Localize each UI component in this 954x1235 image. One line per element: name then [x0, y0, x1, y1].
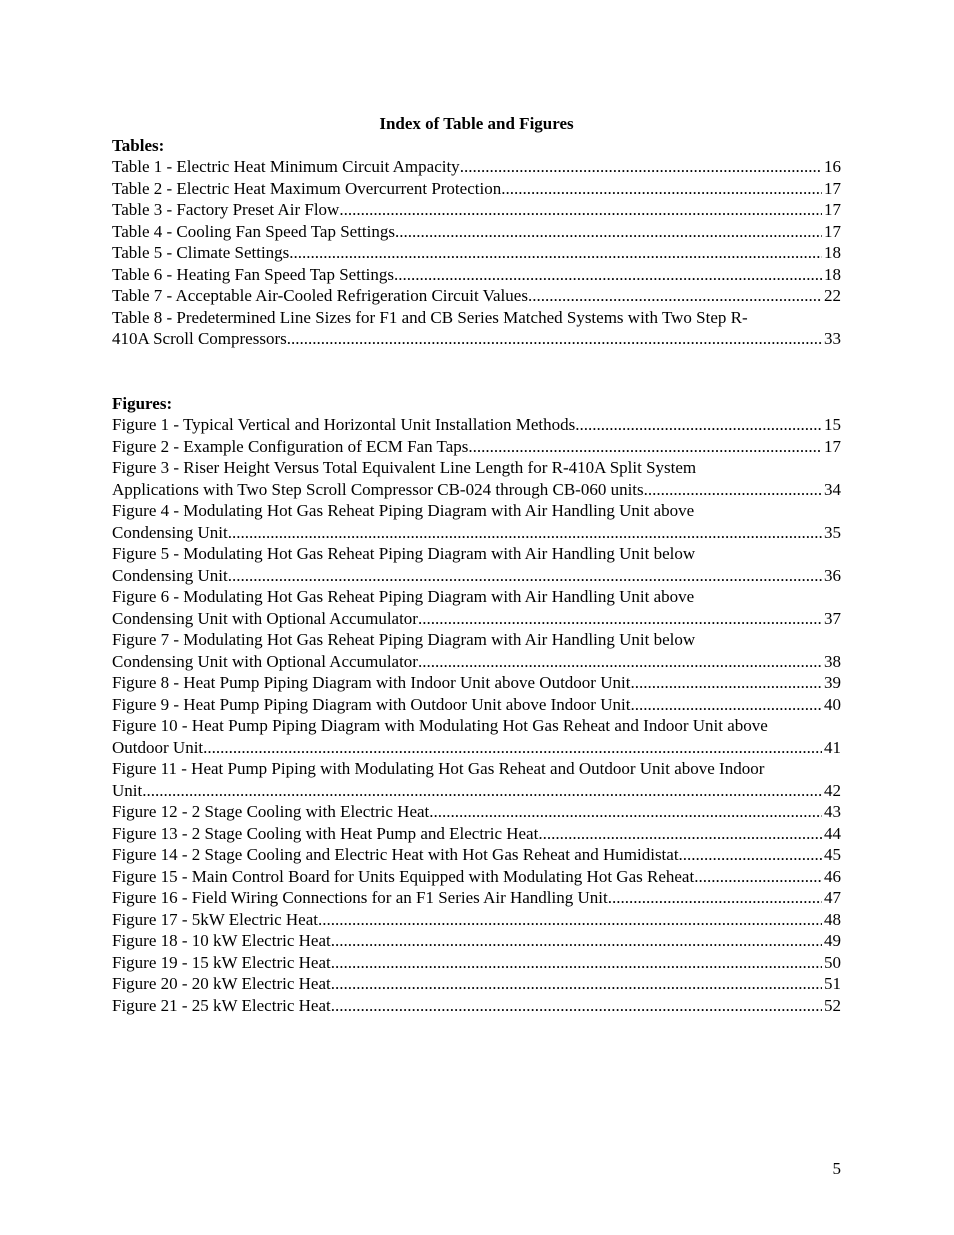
- figure-index-entry[interactable]: [112, 952, 841, 974]
- table-index-entry[interactable]: [112, 285, 841, 307]
- entry-text-line: Table 8 - Predetermined Line Sizes for F1 and CB Series Matched Systems with Two Step R-: [112, 307, 748, 327]
- dot-leader: [228, 565, 822, 587]
- dot-leader: [418, 608, 822, 630]
- dot-leader: [142, 780, 822, 802]
- entry-leader-line: [112, 887, 841, 909]
- entry-leader-line: [112, 242, 841, 264]
- entry-text-line: Figure 6 - Modulating Hot Gas Reheat Piping Diagram with Air Handling Unit above: [112, 587, 695, 606]
- figure-index-entry[interactable]: [112, 586, 841, 629]
- entry-page-number: 16: [824, 157, 841, 176]
- entry-leader-line: [112, 844, 841, 866]
- entry-page-number: 17: [824, 200, 841, 219]
- entry-text: Applications with Two Step Scroll Compressor CB-024 through CB-060 units.: [112, 479, 648, 499]
- dot-leader: [630, 672, 822, 694]
- figure-index-entry[interactable]: [112, 500, 841, 543]
- entry-page-number: 41: [824, 737, 841, 757]
- entry-page-number: 49: [824, 931, 841, 950]
- dot-leader: [339, 199, 822, 221]
- dot-leader: [468, 436, 822, 458]
- entry-leader-line: [112, 672, 841, 694]
- dot-leader: [232, 522, 822, 544]
- table-index-entry[interactable]: [112, 264, 841, 286]
- entry-page-number: 34: [824, 479, 841, 499]
- figure-index-entry[interactable]: [112, 973, 841, 995]
- entry-leader-line: [112, 801, 841, 823]
- dot-leader: [575, 414, 822, 436]
- section-spacer: [112, 350, 841, 393]
- dot-leader: [648, 479, 822, 501]
- dot-leader: [394, 264, 822, 286]
- dot-leader: [694, 866, 822, 888]
- dot-leader: [418, 651, 822, 673]
- dot-leader: [318, 909, 822, 931]
- figure-index-entry[interactable]: [112, 823, 841, 845]
- figure-index-entry[interactable]: [112, 758, 841, 801]
- dot-leader: [395, 221, 822, 243]
- entry-leader-line: [112, 436, 841, 458]
- entry-text-line: Figure 7 - Modulating Hot Gas Reheat Piping Diagram with Air Handling Unit below: [112, 630, 696, 649]
- table-index-entry[interactable]: [112, 156, 841, 178]
- entry-leader-line: [112, 178, 841, 200]
- entry-text: Condensing Unit with Optional Accumulator: [112, 608, 418, 628]
- tables-heading: Tables:: [112, 135, 165, 155]
- entry-leader-line: [112, 737, 841, 759]
- table-index-entry[interactable]: [112, 199, 841, 221]
- table-index-entry[interactable]: [112, 307, 841, 350]
- dot-leader: [538, 823, 822, 845]
- figure-index-entry[interactable]: [112, 543, 841, 586]
- entry-leader-line: [112, 780, 841, 802]
- table-index-entry[interactable]: [112, 242, 841, 264]
- entry-text: Figure 18 - 10 kW Electric Heat: [112, 931, 331, 950]
- entry-leader-line: [112, 264, 841, 286]
- entry-page-number: 40: [824, 694, 841, 714]
- entry-text: Condensing Unit: [112, 565, 228, 585]
- dot-leader: [612, 887, 822, 909]
- entry-page-number: 42: [824, 780, 841, 800]
- entry-text-line: Figure 4 - Modulating Hot Gas Reheat Piping Diagram with Air Handling Unit above: [112, 501, 695, 520]
- entry-text: Figure 1 - Typical Vertical and Horizontal Unit Installation Methods: [112, 415, 576, 434]
- entry-page-number: 38: [824, 651, 841, 671]
- entry-page-number: 18: [824, 243, 841, 262]
- dot-leader: [203, 737, 822, 759]
- entry-page-number: 15: [824, 415, 841, 434]
- dot-leader: [460, 156, 822, 178]
- entry-leader-line: [112, 608, 841, 630]
- figure-index-entry[interactable]: [112, 694, 841, 716]
- dot-leader: [331, 973, 822, 995]
- entry-leader-line: [112, 909, 841, 931]
- entry-page-number: 22: [824, 286, 841, 305]
- dot-leader: [287, 328, 822, 350]
- entry-page-number: 52: [824, 995, 841, 1015]
- entry-page-number: 39: [824, 673, 841, 692]
- entry-text: Condensing Unit with Optional Accumulator: [112, 651, 418, 671]
- document-page: [112, 113, 841, 1016]
- entry-text: Table 3 - Factory Preset Air Flow: [112, 200, 340, 219]
- entry-leader-line: [112, 694, 841, 716]
- entry-leader-line: [112, 199, 841, 221]
- entry-text: Figure 14 - 2 Stage Cooling and Electric Heat with Hot Gas Reheat and Humidistat: [112, 845, 679, 864]
- figure-index-entry[interactable]: [112, 801, 841, 823]
- entry-page-number: 45: [824, 845, 841, 864]
- entry-text: Figure 13 - 2 Stage Cooling with Heat Pump and Electric Heat: [112, 823, 539, 843]
- entry-text: Figure 2 - Example Configuration of ECM Fan Taps: [112, 436, 469, 456]
- figure-index-entry[interactable]: [112, 457, 841, 500]
- entry-text: Figure 12 - 2 Stage Cooling with Electric Heat: [112, 802, 430, 821]
- entry-leader-line: [112, 651, 841, 673]
- entry-text: Table 2 - Electric Heat Maximum Overcurrent Protection: [112, 178, 502, 198]
- entry-page-number: 48: [824, 909, 841, 929]
- entry-leader-line: [112, 221, 841, 243]
- entry-leader-line: [112, 479, 841, 501]
- figure-index-entry[interactable]: [112, 715, 841, 758]
- entry-page-number: 33: [824, 329, 841, 348]
- entry-page-number: 18: [824, 264, 841, 284]
- entry-leader-line: [112, 414, 841, 436]
- entry-text-line: Figure 3 - Riser Height Versus Total Equivalent Line Length for R-410A Split System: [112, 458, 697, 477]
- dot-leader: [331, 952, 822, 974]
- entry-page-number: 50: [824, 952, 841, 972]
- entry-text: Table 4 - Cooling Fan Speed Tap Settings: [112, 221, 395, 241]
- figure-index-entry[interactable]: [112, 629, 841, 672]
- entry-page-number: 37: [824, 608, 841, 628]
- entry-page-number: 36: [824, 565, 841, 585]
- entry-text: Condensing Unit.: [112, 522, 232, 542]
- entry-leader-line: [112, 866, 841, 888]
- dot-leader: [331, 930, 822, 952]
- tables-list: [112, 156, 841, 350]
- entry-page-number: 43: [824, 802, 841, 821]
- dot-leader: [331, 995, 822, 1017]
- entry-leader-line: [112, 973, 841, 995]
- entry-page-number: 47: [824, 888, 841, 907]
- figures-heading: Figures:: [112, 393, 173, 413]
- entry-text: Unit: [112, 780, 143, 800]
- entry-page-number: 17: [824, 436, 841, 456]
- figure-index-entry[interactable]: [112, 672, 841, 694]
- entry-page-number: 35: [824, 522, 841, 542]
- entry-leader-line: [112, 522, 841, 544]
- entry-leader-line: [112, 930, 841, 952]
- dot-leader: [501, 178, 822, 200]
- entry-page-number: 17: [824, 221, 841, 241]
- dot-leader: [630, 694, 822, 716]
- entry-text-line: Figure 5 - Modulating Hot Gas Reheat Piping Diagram with Air Handling Unit below: [112, 544, 696, 563]
- figure-index-entry[interactable]: [112, 930, 841, 952]
- entry-page-number: 46: [824, 866, 841, 886]
- table-index-entry[interactable]: [112, 178, 841, 200]
- entry-text: Outdoor Unit: [112, 737, 204, 757]
- entry-leader-line: [112, 156, 841, 178]
- entry-text: Table 5 - Climate Settings: [112, 243, 290, 262]
- entry-text-line: Figure 10 - Heat Pump Piping Diagram with Modulating Hot Gas Reheat and Indoor Unit above: [112, 716, 768, 735]
- table-index-entry[interactable]: [112, 221, 841, 243]
- entry-text: Figure 9 - Heat Pump Piping Diagram with Outdoor Unit above Indoor Unit: [112, 694, 631, 714]
- page-title: Index of Table and Figures: [379, 114, 574, 133]
- entry-leader-line: [112, 995, 841, 1017]
- entry-leader-line: [112, 823, 841, 845]
- entry-page-number: 17: [824, 178, 841, 198]
- entry-leader-line: [112, 565, 841, 587]
- entry-text: Table 7 - Acceptable Air-Cooled Refrigeration Circuit Values: [112, 286, 528, 305]
- entry-leader-line: [112, 952, 841, 974]
- dot-leader: [679, 844, 822, 866]
- dot-leader: [429, 801, 822, 823]
- figures-list: [112, 414, 841, 1016]
- figure-index-entry[interactable]: [112, 414, 841, 436]
- entry-text-line: Figure 11 - Heat Pump Piping with Modulating Hot Gas Reheat and Outdoor Unit above Indoor: [112, 759, 765, 778]
- entry-text: Table 1 - Electric Heat Minimum Circuit Ampacity: [112, 157, 460, 176]
- dot-leader: [528, 285, 822, 307]
- entry-page-number: 51: [824, 974, 841, 993]
- entry-text: Figure 21 - 25 kW Electric Heat: [112, 995, 331, 1015]
- figure-index-entry[interactable]: [112, 866, 841, 888]
- figure-index-entry[interactable]: [112, 995, 841, 1017]
- entry-text: Figure 15 - Main Control Board for Units Equipped with Modulating Hot Gas Reheat: [112, 866, 695, 886]
- entry-text: Figure 20 - 20 kW Electric Heat: [112, 974, 331, 993]
- entry-text: 410A Scroll Compressors: [112, 329, 287, 348]
- figure-index-entry[interactable]: [112, 887, 841, 909]
- entry-leader-line: [112, 285, 841, 307]
- entry-page-number: 44: [824, 823, 841, 843]
- entry-text: Table 6 - Heating Fan Speed Tap Settings: [112, 264, 395, 284]
- dot-leader: [289, 242, 822, 264]
- entry-text: Figure 19 - 15 kW Electric Heat: [112, 952, 331, 972]
- figure-index-entry[interactable]: [112, 436, 841, 458]
- figure-index-entry[interactable]: [112, 909, 841, 931]
- entry-text: Figure 17 - 5kW Electric Heat: [112, 909, 318, 929]
- entry-text: Figure 8 - Heat Pump Piping Diagram with Indoor Unit above Outdoor Unit: [112, 673, 631, 692]
- entry-text: Figure 16 - Field Wiring Connections for an F1 Series Air Handling Unit.: [112, 888, 612, 907]
- page-number: 5: [832, 1159, 841, 1178]
- entry-leader-line: [112, 328, 841, 350]
- figure-index-entry[interactable]: [112, 844, 841, 866]
